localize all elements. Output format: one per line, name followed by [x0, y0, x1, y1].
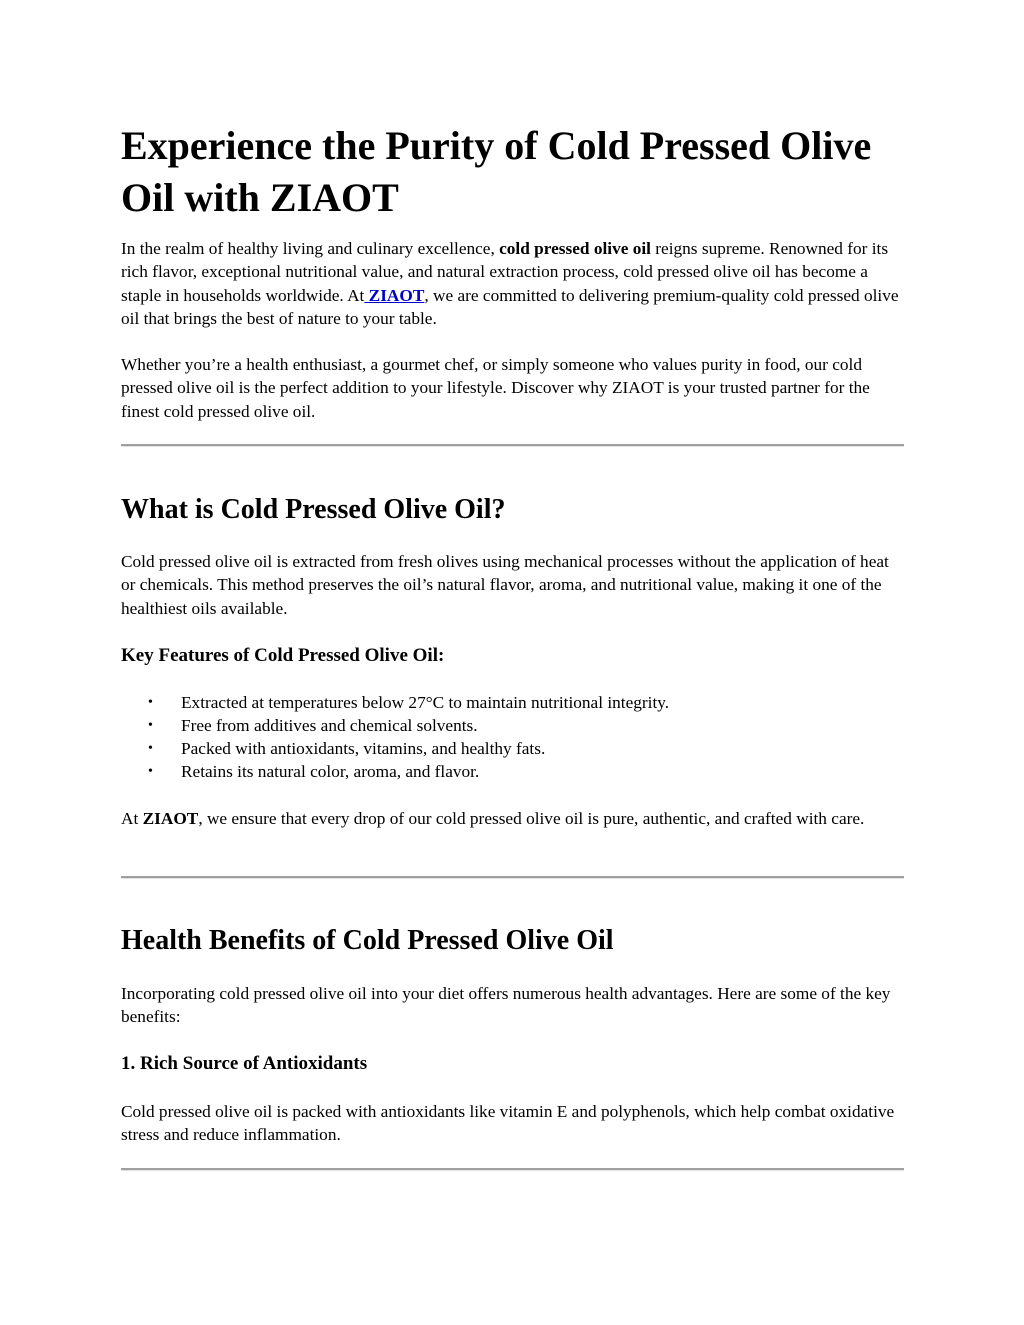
section-divider	[121, 444, 904, 447]
bullet-icon: •	[148, 718, 153, 733]
list-item	[121, 691, 904, 714]
intro-paragraph-2: Whether you’re a health enthusiast, a gourmet chef, or simply someone who values purity in food, our cold pressed olive oil is the perfect addition to your lifestyle. Discover why ZIAOT is your trusted partner for the finest cold pressed olive oil.	[121, 355, 870, 421]
brand-name: ZIAOT	[142, 809, 199, 828]
bullet-icon: •	[148, 764, 153, 779]
list-item-text: Free from additives and chemical solvents.	[181, 716, 478, 735]
what-is-paragraph: Cold pressed olive oil is extracted from fresh olives using mechanical processes without the application of heat or chemicals. This method preserves the oil’s natural flavor, aroma, and nutritional value, making it one of the healthiest oils available.	[121, 552, 889, 618]
commitment-text-end: , we ensure that every drop of our cold pressed olive oil is pure, authentic, and crafted with care.	[198, 809, 865, 828]
commitment-text-start: At	[121, 809, 143, 828]
section-heading-health-benefits: Health Benefits of Cold Pressed Olive Oil	[121, 925, 614, 956]
intro-paragraph	[121, 237, 904, 330]
bullet-icon: •	[148, 741, 153, 756]
antioxidants-paragraph: Cold pressed olive oil is packed with antioxidants like vitamin E and polyphenols, which help combat oxidative stress and reduce inflammation.	[121, 1102, 895, 1145]
list-item-text: Extracted at temperatures below 27°C to maintain nutritional integrity.	[181, 693, 670, 712]
antioxidants-heading: 1. Rich Source of Antioxidants	[121, 1053, 368, 1074]
bullet-icon: •	[148, 695, 153, 710]
list-item-text: Packed with antioxidants, vitamins, and healthy fats.	[181, 739, 546, 758]
list-item-text: Retains its natural color, aroma, and flavor.	[181, 762, 480, 781]
health-benefits-paragraph: Incorporating cold pressed olive oil into your diet offers numerous health advantages. Here are some of the key benefits:	[121, 984, 891, 1027]
intro-text-middle: reigns supreme. Renowned for its rich flavor, exceptional nutritional value, and natural extraction process, cold pressed olive oil has become a staple in households worldwide. At	[121, 239, 889, 305]
section-divider	[121, 876, 904, 879]
intro-text-start: In the realm of healthy living and culinary excellence,	[121, 239, 500, 258]
intro-text-end: , we are committed to delivering premium-quality cold pressed olive oil that brings the best of nature to your table.	[121, 285, 899, 328]
ziaot-link[interactable]: ZIAOT	[364, 285, 425, 305]
key-features-list	[121, 691, 904, 783]
list-item	[121, 737, 904, 760]
intro-keyword: cold pressed olive oil	[499, 239, 651, 258]
ziaot-commitment-paragraph	[121, 807, 904, 830]
list-item	[121, 714, 904, 737]
list-item	[121, 760, 904, 783]
section-divider	[121, 1168, 904, 1171]
section-heading-what-is: What is Cold Pressed Olive Oil?	[121, 494, 506, 525]
key-features-heading: Key Features of Cold Pressed Olive Oil:	[121, 645, 445, 666]
page-title: Experience the Purity of Cold Pressed Olive Oil with ZIAOT	[121, 123, 872, 220]
